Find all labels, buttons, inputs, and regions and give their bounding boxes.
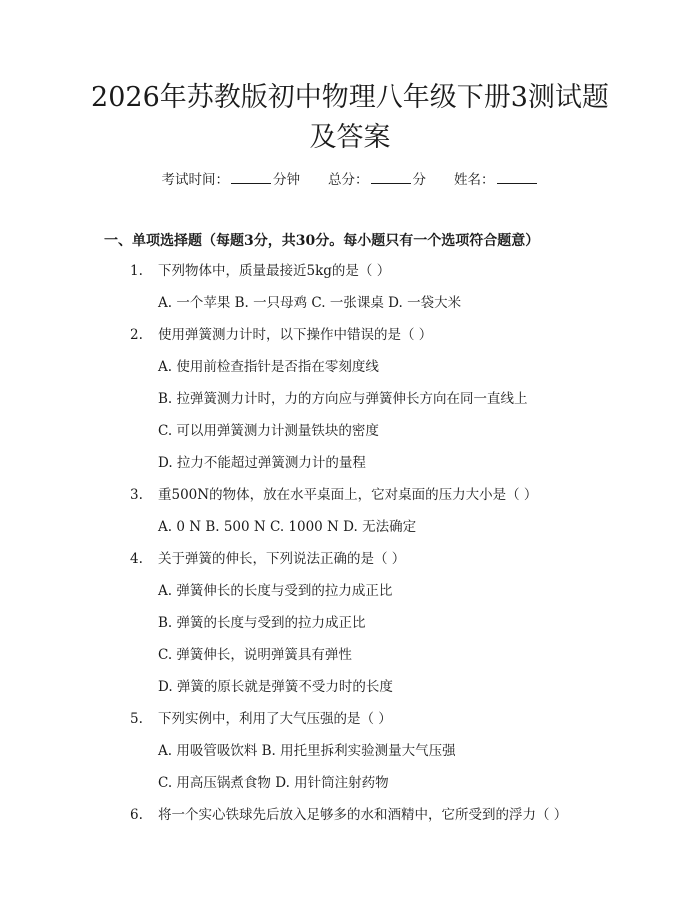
question-option: C. 用高压锅煮食物 D. 用针筒注射药物 xyxy=(158,775,389,791)
question-option: A. 用吸管吸饮料 B. 用托里拆利实验测量大气压强 xyxy=(158,743,456,759)
question-option: D. 拉力不能超过弹簧测力计的量程 xyxy=(158,455,366,471)
question-number: 4. xyxy=(130,551,143,567)
question-text: 重500N的物体，放在水平桌面上，它对桌面的压力大小是（ ） xyxy=(158,487,538,503)
question-option: A. 使用前检查指针是否指在零刻度线 xyxy=(158,359,379,375)
question-option: D. 弹簧的原长就是弹簧不受力时的长度 xyxy=(158,679,393,695)
question-option: C. 弹簧伸长，说明弹簧具有弹性 xyxy=(158,647,352,663)
page-title-continued: 及答案 xyxy=(309,122,391,153)
question-option: A. 一个苹果 B. 一只母鸡 C. 一张课桌 D. 一袋大米 xyxy=(158,295,462,311)
question-number: 3. xyxy=(130,487,143,503)
question-number: 2. xyxy=(130,327,143,343)
total-score-label: 总分： xyxy=(328,172,369,188)
question-option: C. 可以用弹簧测力计测量铁块的密度 xyxy=(158,423,379,439)
question-text: 下列物体中，质量最接近5kg的是（ ） xyxy=(158,263,391,279)
question-number: 1. xyxy=(130,263,143,279)
question-option: B. 弹簧的长度与受到的拉力成正比 xyxy=(158,615,366,631)
exam-time-label: 考试时间： xyxy=(161,172,229,188)
question-option: B. 拉弹簧测力计时，力的方向应与弹簧伸长方向在同一直线上 xyxy=(158,391,528,407)
question-text: 将一个实心铁球先后放入足够多的水和酒精中，它所受到的浮力（ ） xyxy=(158,807,568,823)
total-score-unit: 分 xyxy=(412,172,426,188)
question-number: 5. xyxy=(130,711,143,727)
question-text: 使用弹簧测力计时，以下操作中错误的是（ ） xyxy=(158,327,433,343)
question-option: A. 0 N B. 500 N C. 1000 N D. 无法确定 xyxy=(158,519,417,535)
exam-time-blank xyxy=(231,171,271,184)
question-option: A. 弹簧伸长的长度与受到的拉力成正比 xyxy=(158,583,393,599)
question-text: 下列实例中，利用了大气压强的是（ ） xyxy=(158,711,392,727)
question-number: 6. xyxy=(130,807,143,823)
student-name-label: 姓名： xyxy=(454,172,495,188)
page-title: 2026年苏教版初中物理八年级下册3测试题 xyxy=(91,82,609,113)
student-name-blank xyxy=(497,171,537,184)
total-score-blank xyxy=(371,171,411,184)
section-heading-single-choice: 一、单项选择题（每题3分，共30分。每小题只有一个选项符合题意） xyxy=(104,233,540,249)
exam-time-unit: 分钟 xyxy=(273,172,300,188)
question-text: 关于弹簧的伸长，下列说法正确的是（ ） xyxy=(158,551,406,567)
exam-info-line xyxy=(0,168,700,188)
